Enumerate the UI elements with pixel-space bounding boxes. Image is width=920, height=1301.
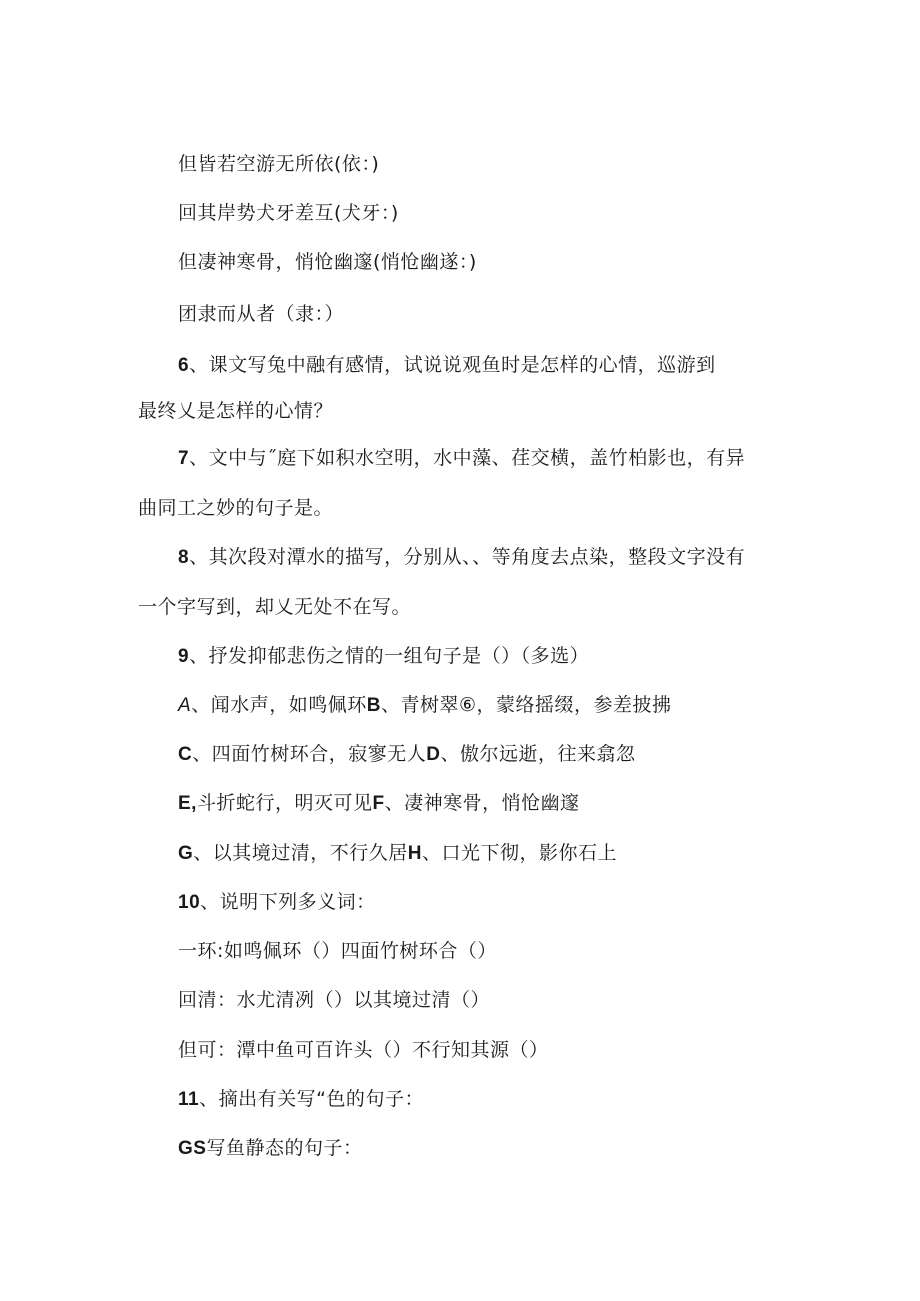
option-letter: F	[372, 793, 385, 814]
question-8	[178, 544, 745, 571]
option-letter: C	[178, 744, 193, 765]
option-row	[178, 741, 636, 768]
option-letter: H	[407, 843, 423, 864]
question-text: 曲同工之妙的句子是。	[138, 497, 334, 519]
question-text: 、其次段对潭水的描写，分别从、、等角度去点染，整段文字没有	[189, 546, 746, 568]
option-text: 、口光下彻，影你石上	[422, 842, 618, 864]
question-10	[178, 889, 376, 916]
question-9	[178, 643, 589, 670]
question-number: 10	[178, 892, 201, 913]
line-text: 团隶而从者（隶：）	[178, 303, 345, 325]
question-text: 、说明下列多义词：	[200, 891, 376, 913]
item-text: 回清：水尤清冽（）以其境过清（）	[178, 989, 491, 1011]
option-row	[178, 692, 671, 719]
option-text: 斗折蛇行，明灭可见	[196, 792, 373, 814]
option-letter: G	[178, 843, 194, 864]
option-letter: E,	[178, 793, 197, 814]
question-gs	[178, 1135, 362, 1162]
polysemy-item	[178, 938, 497, 964]
option-row	[178, 790, 580, 817]
line-text: 但皆若空游无所依(依：)	[178, 153, 380, 175]
vocab-line	[178, 249, 477, 275]
vocab-line	[178, 301, 344, 327]
line-text: 但凄神寒骨，悄怆幽邃(悄怆幽遂：)	[178, 251, 477, 273]
option-text: 、闻水声，如鸣佩环	[191, 694, 367, 716]
item-text: 一环:如鸣佩环（）四面竹树环合（）	[178, 940, 497, 962]
option-row	[178, 840, 617, 867]
option-text: 、凄神寒骨，悄怆幽邃	[384, 792, 580, 814]
option-letter: B	[366, 695, 381, 716]
question-text: 写鱼静态的句子：	[206, 1137, 363, 1159]
question-number: 11	[178, 1089, 200, 1110]
vocab-line	[178, 200, 399, 226]
question-7-continuation	[138, 495, 333, 521]
option-text: 、以其境过清，不行久居	[193, 842, 408, 864]
item-text: 但可：潭中鱼可百许头（）不行知其源（）	[178, 1039, 549, 1061]
polysemy-item	[178, 987, 490, 1013]
question-text: 最终乂是怎样的心情？	[138, 400, 334, 422]
polysemy-item	[178, 1037, 549, 1063]
question-number: 6	[178, 355, 190, 376]
question-number: 8	[178, 547, 190, 568]
question-text: 、文中与˝庭下如积水空明，水中藻、荏交横，盖竹柏影也，有异	[189, 447, 746, 469]
question-number: 7	[178, 448, 190, 469]
option-text: 、四面竹树环合，寂寥无人	[192, 743, 427, 765]
question-text: 、抒发抑郁悲伤之情的一组句子是（）（多选）	[189, 645, 590, 667]
vocab-line	[178, 151, 379, 177]
line-text: 回其岸势犬牙差互(犬牙：)	[178, 202, 399, 224]
option-letter: A	[178, 695, 192, 716]
question-number: 9	[178, 646, 190, 667]
option-text: 、青树翠⑥，蒙络摇缀，参差披拂	[380, 694, 672, 716]
question-number: GS	[178, 1138, 207, 1159]
question-6-continuation	[138, 398, 333, 424]
question-8-continuation	[138, 594, 411, 620]
question-text: 、摘出有关写“色的句子：	[199, 1088, 424, 1110]
question-11	[178, 1086, 424, 1113]
question-7	[178, 445, 745, 472]
question-6	[178, 352, 716, 379]
option-letter: D	[426, 744, 441, 765]
option-text: 、傲尔远逝，往来翕忽	[440, 743, 636, 765]
question-text: 、课文写兔中融有感情，试说说观鱼时是怎样的心情，巡游到	[189, 354, 716, 376]
question-text: 一个字写到，却乂无处不在写。	[138, 596, 412, 618]
